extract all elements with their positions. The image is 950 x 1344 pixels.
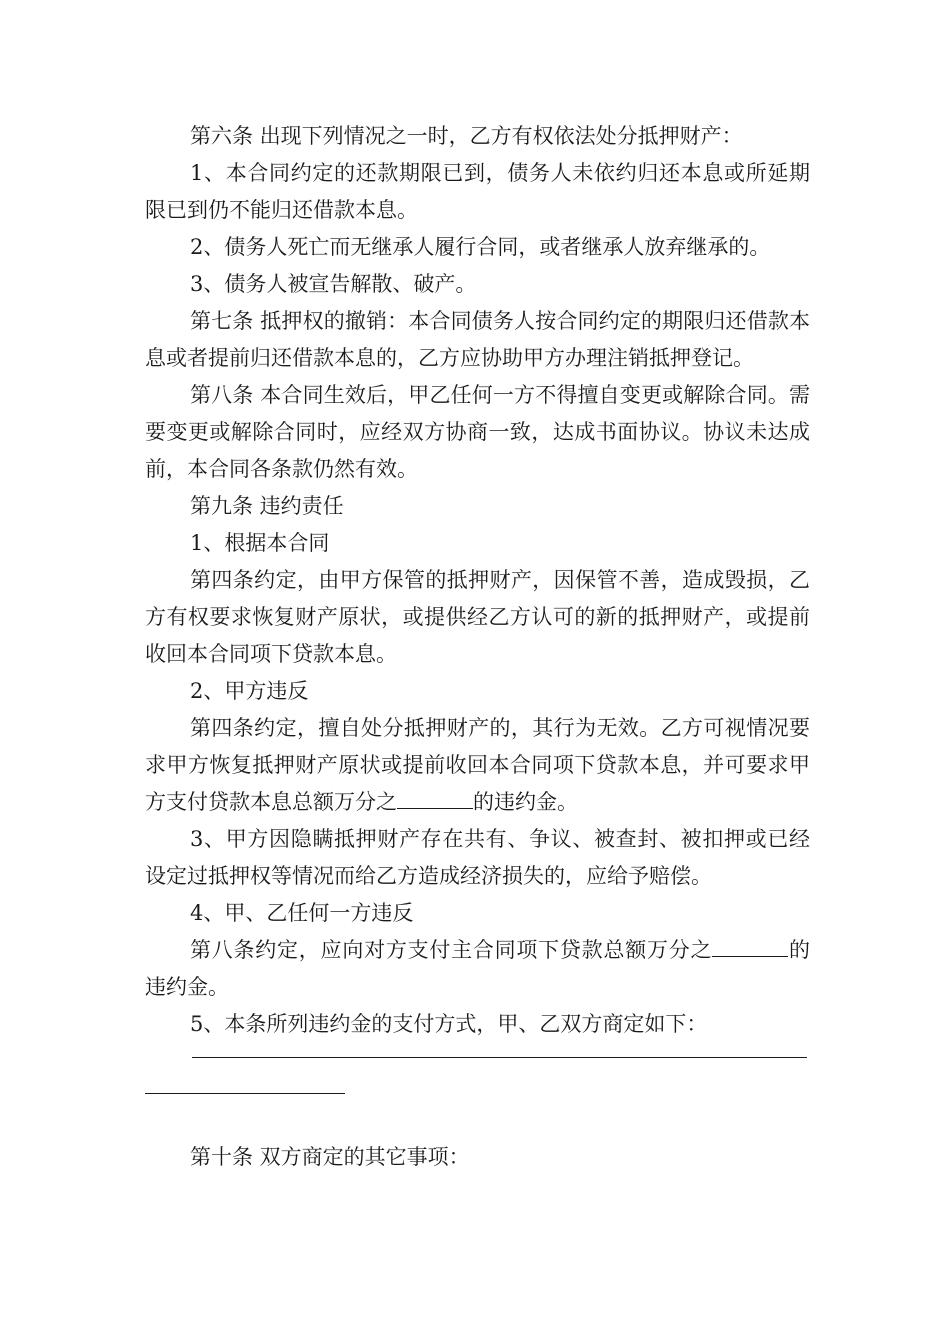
article-6-heading: 第六条 出现下列情况之一时，乙方有权依法处分抵押财产：: [190, 124, 743, 148]
paragraph-text: 的违约金。: [145, 938, 811, 999]
blank-line: [192, 1057, 807, 1058]
article-9-item-1: 1、根据本合同: [190, 531, 330, 555]
article-9-item-2-detail: [145, 710, 810, 821]
article-9-heading: 第九条 违约责任: [190, 494, 344, 518]
article-9-item-4-detail: [145, 932, 810, 1006]
document-body: [145, 118, 810, 1176]
article-9-item-3: 3、甲方因隐瞒抵押财产存在共有、争议、被查封、被扣押或已经设定过抵押权等情况而给乙方造成经济损失的，应给予赔偿。: [145, 827, 810, 888]
blank-line: [145, 1093, 345, 1094]
article-9-item-5: 5、本条所列违约金的支付方式，甲、乙双方商定如下：: [190, 1012, 708, 1036]
article-9-item-1-detail: 第四条约定，由甲方保管的抵押财产，因保管不善，造成毁损，乙方有权要求恢复财产原状，或提供经乙方认可的新的抵押财产，或提前收回本合同项下贷款本息。: [145, 568, 810, 666]
article-6-item-2: 2、债务人死亡而无继承人履行合同，或者继承人放弃继承的。: [190, 235, 771, 259]
article-8: 第八条 本合同生效后，甲乙任何一方不得擅自变更或解除合同。需要变更或解除合同时，应经双方协商一致，达成书面协议。协议未达成前，本合同各条款仍然有效。: [145, 383, 810, 481]
payment-method-blank: [145, 1043, 810, 1099]
paragraph-text: 的违约金。: [473, 790, 578, 814]
article-10-heading: 第十条 双方商定的其它事项：: [190, 1145, 470, 1169]
article-9-item-2: 2、甲方违反: [190, 679, 309, 703]
fill-in-blank: [712, 938, 788, 957]
paragraph-text: 第四条约定，擅自处分抵押财产的，其行为无效。乙方可视情况要求甲方恢复抵押财产原状或提前收回本合同项下贷款本息，并可要求甲方支付贷款本息总额万分之: [145, 716, 810, 814]
article-6-item-3: 3、债务人被宣告解散、破产。: [190, 272, 477, 296]
fill-in-blank: [397, 790, 473, 809]
paragraph-text: 第八条约定，应向对方支付主合同项下贷款总额万分之: [190, 938, 713, 962]
article-9-item-4: 4、甲、乙任何一方违反: [190, 901, 414, 925]
article-6-item-1: 1、本合同约定的还款期限已到，债务人未依约归还本息或所延期限已到仍不能归还借款本息。: [145, 161, 810, 222]
article-7: 第七条 抵押权的撤销：本合同债务人按合同约定的期限归还借款本息或者提前归还借款本息的，乙方应协助甲方办理注销抵押登记。: [145, 309, 810, 370]
